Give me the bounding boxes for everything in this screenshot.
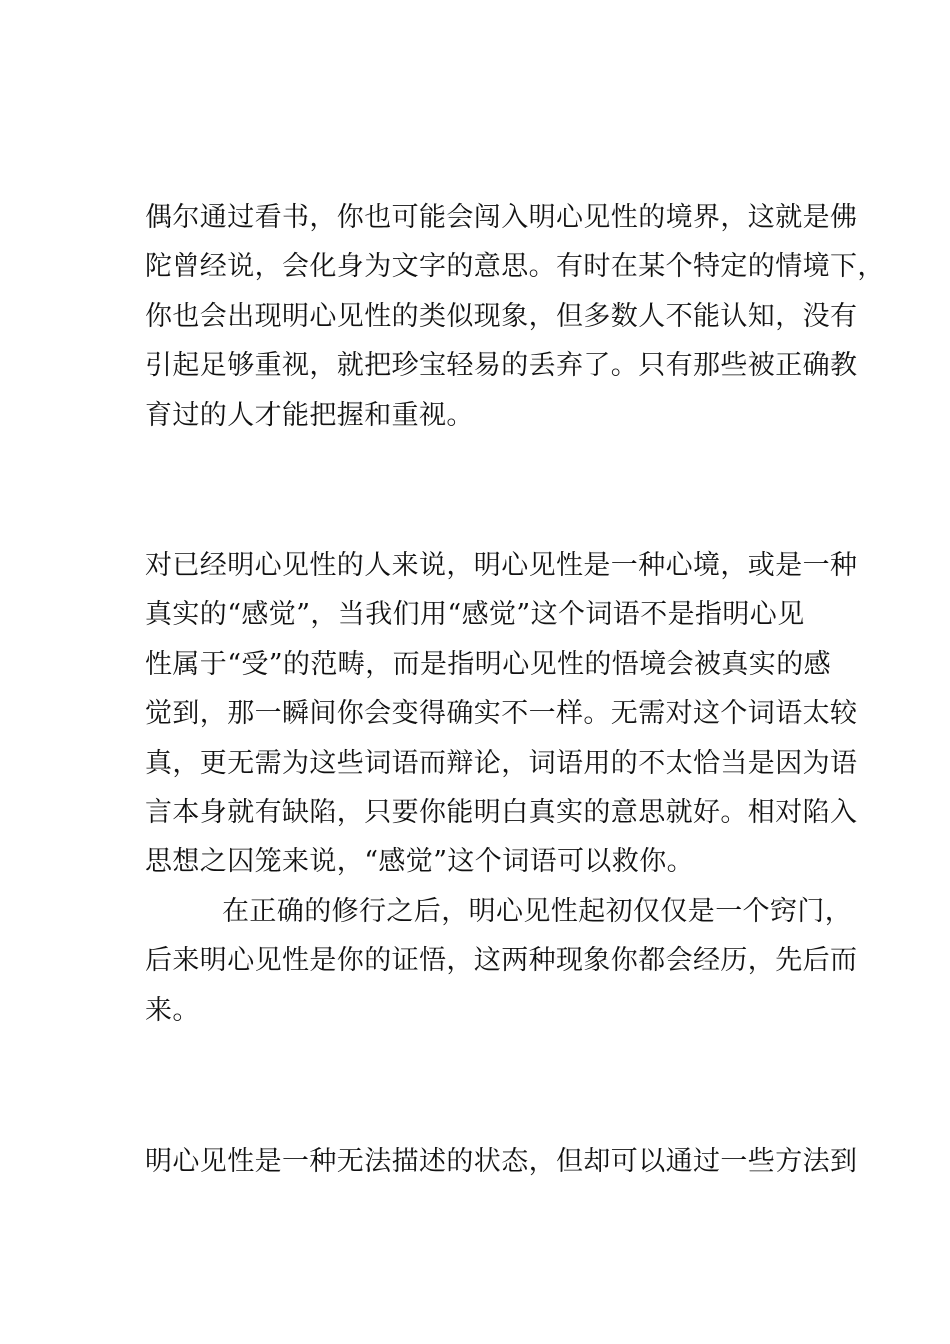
paragraph-line: 思想之囚笼来说，“感觉”这个词语可以救你。 [145, 846, 695, 877]
paragraph-line: 偶尔通过看书，你也可能会闯入明心见性的境界，这就是佛 [145, 202, 858, 233]
paragraph-line: 你也会出现明心见性的类似现象，但多数人不能认知，没有 [145, 301, 858, 332]
paragraph-line: 后来明心见性是你的证悟，这两种现象你都会经历，先后而 [145, 945, 858, 976]
paragraph-line: 性属于“受”的范畴，而是指明心见性的悟境会被真实的感 [145, 649, 832, 680]
paragraph-line: 明心见性是一种无法描述的状态，但却可以通过一些方法到 [145, 1146, 858, 1177]
paragraph-line: 引起足够重视，就把珍宝轻易的丢弃了。只有那些被正确教 [145, 350, 858, 381]
paragraph-line: 陀曾经说，会化身为文字的意思。有时在某个特定的情境下， [145, 251, 885, 282]
paragraph-line: 言本身就有缺陷，只要你能明白真实的意思就好。相对陷入 [145, 797, 858, 828]
paragraph-line: 真，更无需为这些词语而辩论，词语用的不太恰当是因为语 [145, 748, 858, 779]
paragraph-line: 对已经明心见性的人来说，明心见性是一种心境，或是一种 [145, 550, 858, 581]
paragraph-line: 觉到，那一瞬间你会变得确实不一样。无需对这个词语太较 [145, 698, 858, 729]
paragraph-line: 在正确的修行之后，明心见性起初仅仅是一个窍门， [222, 896, 853, 927]
paragraph-line: 真实的“感觉”，当我们用“感觉”这个词语不是指明心见 [145, 599, 805, 630]
paragraph-line: 来。 [145, 995, 200, 1026]
paragraph-line: 育过的人才能把握和重视。 [145, 400, 474, 431]
